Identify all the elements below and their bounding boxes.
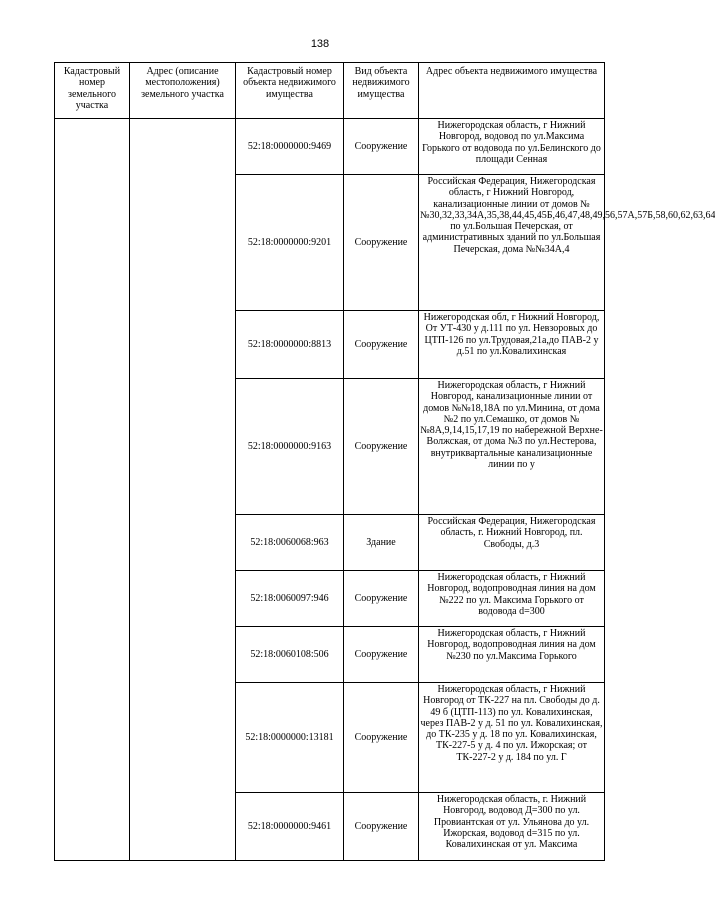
object-cadastral-cell: 52:18:0000000:9201	[236, 175, 344, 311]
object-cadastral-cell: 52:18:0000000:8813	[236, 311, 344, 379]
object-address-cell: Российская Федерация, Нижегородская область, г Нижний Новгород, канализационные линии от домов №№30,32,33,34А,35,38,44,45,45Б,46,47,48,49,56,57А,57Б,58,60,62,63,64 по ул.Большая Печерская, от административных зданий по ул.Большая Печерская, дома №№34А,4	[419, 175, 605, 311]
object-address-cell: Нижегородская область, г Нижний Новгород, водовод по ул.Максима Горького от водовода по ул.Белинского до площади Сенная	[419, 119, 605, 175]
object-cadastral-cell: 52:18:0060097:946	[236, 571, 344, 627]
land-cadastral-cell	[55, 119, 130, 861]
object-address-cell: Нижегородская обл, г Нижний Новгород, От УТ-430 у д.111 по ул. Невзоровых до ЦТП-126 по ул.Трудовая,21а,до ПАВ-2 у д.51 по ул.Ковалихинская	[419, 311, 605, 379]
object-address-cell: Российская Федерация, Нижегородская область, г. Нижний Новгород, пл. Свободы, д.3	[419, 515, 605, 571]
object-type-cell: Сооружение	[344, 119, 419, 175]
header-land-cadastral: Кадастровый номер земельного участка	[55, 63, 130, 119]
object-cadastral-cell: 52:18:0060108:506	[236, 627, 344, 683]
page-number: 138	[310, 38, 330, 50]
object-type-cell: Сооружение	[344, 175, 419, 311]
object-type-cell: Сооружение	[344, 683, 419, 793]
land-address-cell	[130, 119, 236, 861]
object-address-cell: Нижегородская область, г Нижний Новгород от ТК-227 на пл. Свободы до д. 49 б (ЦТП-113) по ул. Ковалихинская, через ПАВ-2 у д. 51 по ул. Ковалихинская, до ТК-235 у д. 18 по ул. Ковалихинская, ТК-227-5 у д. 4 по ул. Ижорская; от ТК-227-2 у д. 184 по ул. Г	[419, 683, 605, 793]
object-type-cell: Сооружение	[344, 627, 419, 683]
object-address-cell: Нижегородская область, г Нижний Новгород, канализационные линии от домов №№18,18А по ул.Минина, от дома №2 по ул.Семашко, от домов №№8А,9,14,15,17,19 по набережной Верхне-Волжская, от дома №3 по ул.Нестерова, внутриквартальные канализационные линии по у	[419, 379, 605, 515]
object-type-cell: Сооружение	[344, 571, 419, 627]
cadastral-table	[54, 62, 715, 861]
object-cadastral-cell: 52:18:0000000:9461	[236, 793, 344, 861]
object-cadastral-cell: 52:18:0000000:9469	[236, 119, 344, 175]
header-object-address: Адрес объекта недвижимого имущества	[419, 63, 605, 119]
header-object-type: Вид объекта недвижимого имущества	[344, 63, 419, 119]
object-address-cell: Нижегородская область, г Нижний Новгород, водопроводная линия на дом №222 по ул. Максима Горького от водовода d=300	[419, 571, 605, 627]
object-type-cell: Сооружение	[344, 379, 419, 515]
object-cadastral-cell: 52:18:0000000:13181	[236, 683, 344, 793]
table-header-row	[55, 63, 605, 119]
object-address-cell: Нижегородская область, г. Нижний Новгород, водовод Д=300 по ул. Провиантская от ул. Ульянова до ул. Ижорская, водовод d=315 по ул. Ковалихинская от ул. Максима	[419, 793, 605, 861]
header-land-address: Адрес (описание местоположения) земельного участка	[130, 63, 236, 119]
object-cadastral-cell: 52:18:0000000:9163	[236, 379, 344, 515]
object-address-cell: Нижегородская область, г Нижний Новгород, водопроводная линия на дом №230 по ул.Максима Горького	[419, 627, 605, 683]
table-row	[55, 119, 605, 175]
header-object-cadastral: Кадастровый номер объекта недвижимого имущества	[236, 63, 344, 119]
object-type-cell: Сооружение	[344, 311, 419, 379]
object-type-cell: Сооружение	[344, 793, 419, 861]
object-type-cell: Здание	[344, 515, 419, 571]
object-cadastral-cell: 52:18:0060068:963	[236, 515, 344, 571]
